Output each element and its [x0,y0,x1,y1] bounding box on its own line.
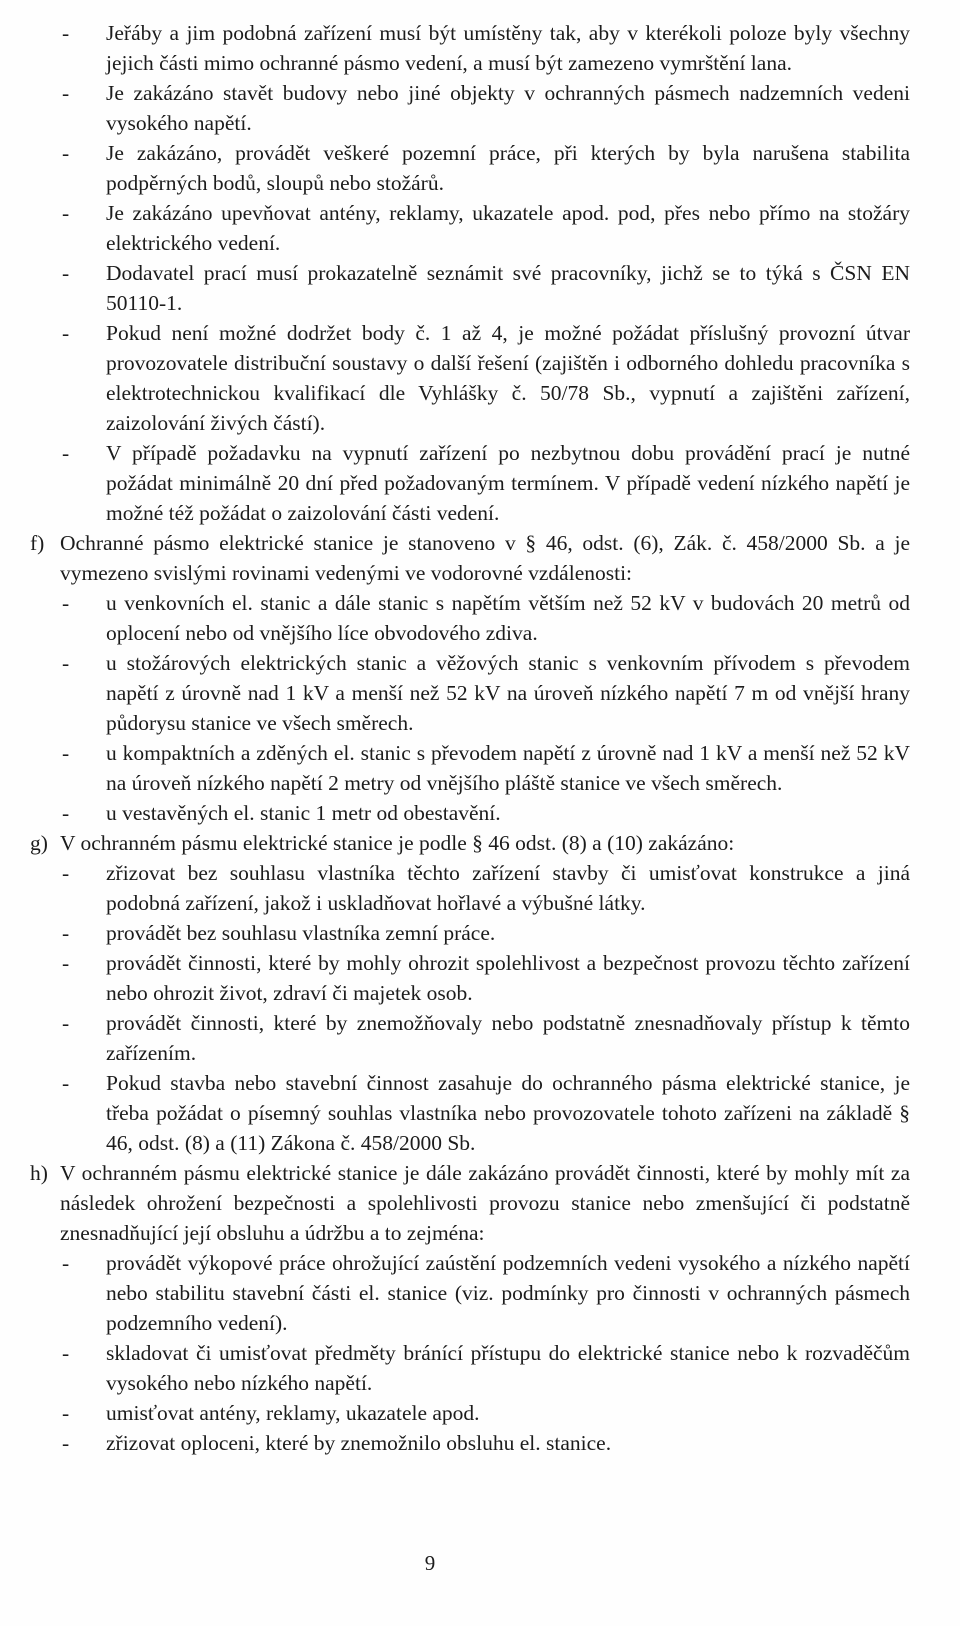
list-item [30,648,910,738]
list-item-text: u kompaktních a zděných el. stanic s převodem napětí z úrovně nad 1 kV a menší než 52 kV na úroveň nízkého napětí 2 metry od vnějšího pláště stanice ve všech směrech. [106,741,910,795]
dash-marker: - [62,1341,70,1365]
dash-marker: - [62,441,70,465]
list-item-text: provádět činnosti, které by znemožňovaly nebo podstatně znesnadňovaly přístup k těmto zařízením. [106,1011,910,1065]
list-item [30,78,910,138]
dash-marker: - [62,201,70,225]
list-item-text: Je zakázáno stavět budovy nebo jiné objekty v ochranných pásmech nadzemních vedeni vysokého napětí. [106,81,910,135]
dash-marker: - [62,1011,70,1035]
list-item-text: Je zakázáno, provádět veškeré pozemní práce, při kterých by byla narušena stabilita podpěrných bodů, sloupů nebo stožárů. [106,141,910,195]
list-item [30,1428,910,1458]
dash-marker: - [62,21,70,45]
section-letter: h) [30,1161,48,1185]
list-item-text: provádět výkopové práce ohrožující zaústění podzemních vedeni vysokého a nízkého napětí nebo stabilitu stavební části el. stanice (viz. podmínky pro činnosti v ochranných pásmech podzemního vedení). [106,1251,910,1335]
list-item-text: umisťovat antény, reklamy, ukazatele apod. [106,1401,480,1425]
section-text: V ochranném pásmu elektrické stanice je dále zakázáno provádět činnosti, které by mohly mít za následek ohrožení bezpečnosti a spolehlivosti provozu stanice nebo zmenšující či podstatně znesnadňující její obsluhu a údržbu a to zejména: [60,1161,910,1245]
dash-marker: - [62,951,70,975]
list-item-text: provádět činnosti, které by mohly ohrozit spolehlivost a bezpečnost provozu těchto zařízení nebo ohrozit život, zdraví či majetek osob. [106,951,910,1005]
list-item [30,438,910,528]
dash-marker: - [62,261,70,285]
dash-marker: - [62,591,70,615]
list-item [30,138,910,198]
list-item [30,318,910,438]
list-item-text: Jeřáby a jim podobná zařízení musí být umístěny tak, aby v kterékoli poloze byly všechny jejich části mimo ochranné pásmo vedení, a musí být zamezeno vymrštění lana. [106,21,910,75]
list-item [30,1338,910,1398]
dash-marker: - [62,1251,70,1275]
dash-marker: - [62,321,70,345]
list-item [30,1398,910,1428]
dash-marker: - [62,801,70,825]
list-item-text: provádět bez souhlasu vlastníka zemní práce. [106,921,496,945]
dash-marker: - [62,861,70,885]
section-text: Ochranné pásmo elektrické stanice je stanoveno v § 46, odst. (6), Zák. č. 458/2000 Sb. a je vymezeno svislými rovinami vedenými ve vodorovné vzdálenosti: [60,531,910,585]
list-item-text: Pokud není možné dodržet body č. 1 až 4, je možné požádat příslušný provozní útvar provozovatele distribuční soustavy o další řešení (zajištěn i odborného dohledu pracovníka s elektrotechnickou kvalifikací dle Vyhlášky č. 50/78 Sb., vypnutí a zajištěni zařízení, zaizolování živých částí). [106,321,910,435]
list-item [30,1248,910,1338]
list-item [30,798,910,828]
dash-marker: - [62,651,70,675]
list-item-text: Je zakázáno upevňovat antény, reklamy, ukazatele apod. pod, přes nebo přímo na stožáry elektrického vedení. [106,201,910,255]
list-item [30,1008,910,1068]
document-body [30,18,910,1458]
dash-marker: - [62,1431,70,1455]
section-letter: g) [30,831,48,855]
list-item-text: u venkovních el. stanic a dále stanic s napětím větším než 52 kV v budovách 20 metrů od oplocení nebo od vnějšího líce obvodového zdiva. [106,591,910,645]
list-item [30,588,910,648]
list-item-text: zřizovat oploceni, které by znemožnilo obsluhu el. stanice. [106,1431,612,1455]
dash-marker: - [62,141,70,165]
list-item [30,738,910,798]
list-item-text: u stožárových elektrických stanic a věžových stanic s venkovním přívodem s převodem napětí z úrovně nad 1 kV a menší než 52 kV na úroveň nízkého napětí 7 m od vnější hrany půdorysu stanice ve všech směrech. [106,651,910,735]
dash-marker: - [62,1401,70,1425]
list-item [30,258,910,318]
list-item [30,198,910,258]
dash-marker: - [62,1071,70,1095]
section-f [30,528,910,588]
list-item [30,918,910,948]
list-item-text: skladovat či umisťovat předměty bránící přístupu do elektrické stanice nebo k rozvaděčům vysokého nebo nízkého napětí. [106,1341,910,1395]
section-text: V ochranném pásmu elektrické stanice je podle § 46 odst. (8) a (10) zakázáno: [60,831,735,855]
list-item-text: V případě požadavku na vypnutí zařízení po nezbytnou dobu provádění prací je nutné požádat minimálně 20 dní před požadovaným termínem. V případě vedení nízkého napětí je možné též požádat o zaizolování části vedení. [106,441,910,525]
section-letter: f) [30,531,45,555]
dash-marker: - [62,921,70,945]
dash-marker: - [62,81,70,105]
list-item [30,948,910,1008]
list-item-text: zřizovat bez souhlasu vlastníka těchto zařízení stavby či umisťovat konstrukce a jiná podobná zařízení, jakož i uskladňovat hořlavé a výbušné látky. [106,861,910,915]
dash-marker: - [62,741,70,765]
list-item-text: Pokud stavba nebo stavební činnost zasahuje do ochranného pásma elektrické stanice, je třeba požádat o písemný souhlas vlastníka nebo provozovatele tohoto zařízeni na základě § 46, odst. (8) a (11) Zákona č. 458/2000 Sb. [106,1071,910,1155]
list-item-text: Dodavatel prací musí prokazatelně seznámit své pracovníky, jichž se to týká s ČSN EN 50110-1. [106,261,910,315]
section-g [30,828,910,858]
section-h [30,1158,910,1248]
list-item [30,18,910,78]
list-item [30,858,910,918]
page-number: 9 [424,1551,436,1575]
list-item-text: u vestavěných el. stanic 1 metr od obestavění. [106,801,501,825]
list-item [30,1068,910,1158]
